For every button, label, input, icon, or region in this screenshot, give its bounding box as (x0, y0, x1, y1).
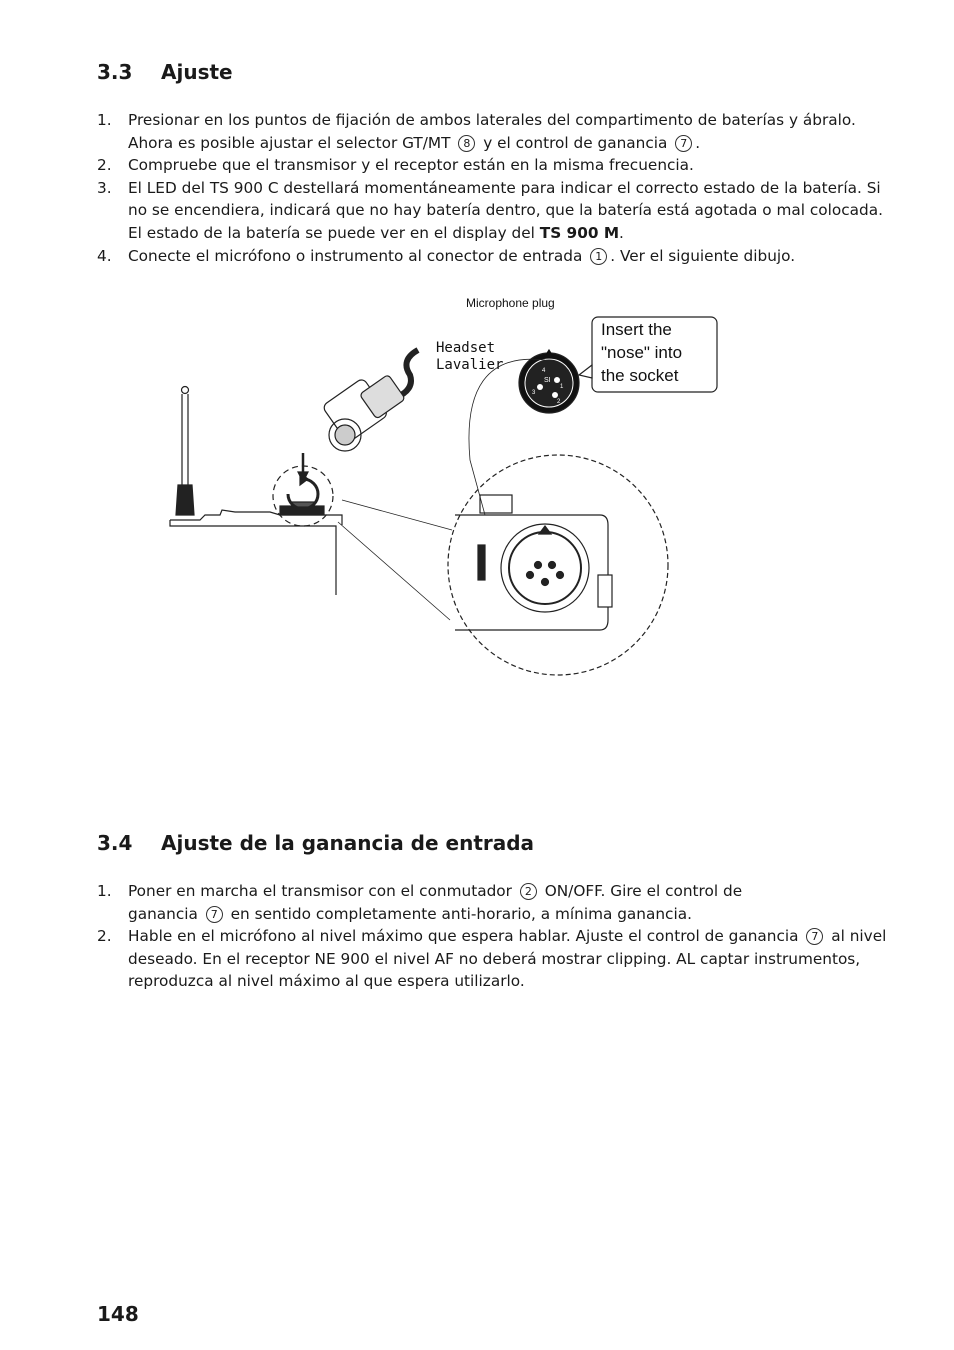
list-item: 1. Presionar en los puntos de fijación de ambos laterales del compartimento de baterías y ábralo. Ahora es posible ajustar el selector GT/MT 8 y el control de ganancia 7 . (97, 111, 856, 152)
section-number: 3.3 (97, 60, 133, 84)
callout-line-3: the socket (601, 366, 679, 385)
transmitter-body (170, 502, 342, 595)
reference-number-7: 7 (206, 906, 223, 923)
microphone-plug-label: Microphone plug (466, 296, 555, 310)
pin-label: 1 (560, 384, 564, 390)
lavalier-label: Lavalier (436, 357, 504, 373)
reference-number-7: 7 (806, 928, 823, 945)
section-heading-ajuste (97, 60, 233, 84)
reference-number-1: 1 (590, 248, 607, 265)
steps-list-ajuste (97, 109, 897, 267)
steps-list-gain (97, 880, 897, 993)
section-title: Ajuste de la ganancia de entrada (161, 831, 535, 855)
pin-label: 3 (532, 390, 536, 396)
list-item: 1. Poner en marcha el transmisor con el conmutador 2 ON/OFF. Gire el control de ganancia 7 en sentido completamente anti-horario, a mínima ganancia. (97, 882, 743, 923)
section-title: Ajuste (161, 60, 233, 84)
list-item: 2. Hable en el micrófono al nivel máximo que espera hablar. Ajuste el control de ganancia 7 al nivel deseado. En el receptor NE 900 el nivel AF no deberá mostrar clipping. AL captar instrumentos, reproduzca al nivel máximo al que espera utilizarlo. (97, 927, 887, 991)
reference-number-8: 8 (458, 135, 475, 152)
section-number: 3.4 (97, 831, 133, 855)
pin-label: 2 (557, 399, 561, 405)
pin-label: SI (544, 377, 551, 384)
page-number: 148 (97, 1302, 139, 1326)
magnified-socket (448, 455, 668, 675)
model-name: TS 900 M (539, 223, 620, 242)
headset-label: Headset (436, 340, 496, 356)
antenna-icon (176, 387, 194, 516)
pin-label: 4 (542, 368, 546, 374)
list-item: 4. Conecte el micrófono o instrumento al conector de entrada 1 . Ver el siguiente dibujo. (97, 246, 796, 265)
list-item: 2. Compruebe que el transmisor y el receptor están en la misma frecuencia. (97, 156, 694, 175)
reference-number-7: 7 (675, 135, 692, 152)
list-item: 3. El LED del TS 900 C destellará momentáneamente para indicar el correcto estado de la batería. Si no se encendiera, indicará que no hay batería dentro, que la batería está agotada o mal colocada. El estado de la batería se puede ver en el display del TS 900 M. (97, 178, 883, 242)
callout-line-2: "nose" into (601, 343, 683, 362)
callout-line-1: Insert the (601, 320, 672, 339)
microphone-plug-connector (322, 350, 418, 451)
section-heading-gain (97, 831, 534, 855)
reference-number-2: 2 (520, 883, 537, 900)
connection-diagram (160, 290, 683, 680)
